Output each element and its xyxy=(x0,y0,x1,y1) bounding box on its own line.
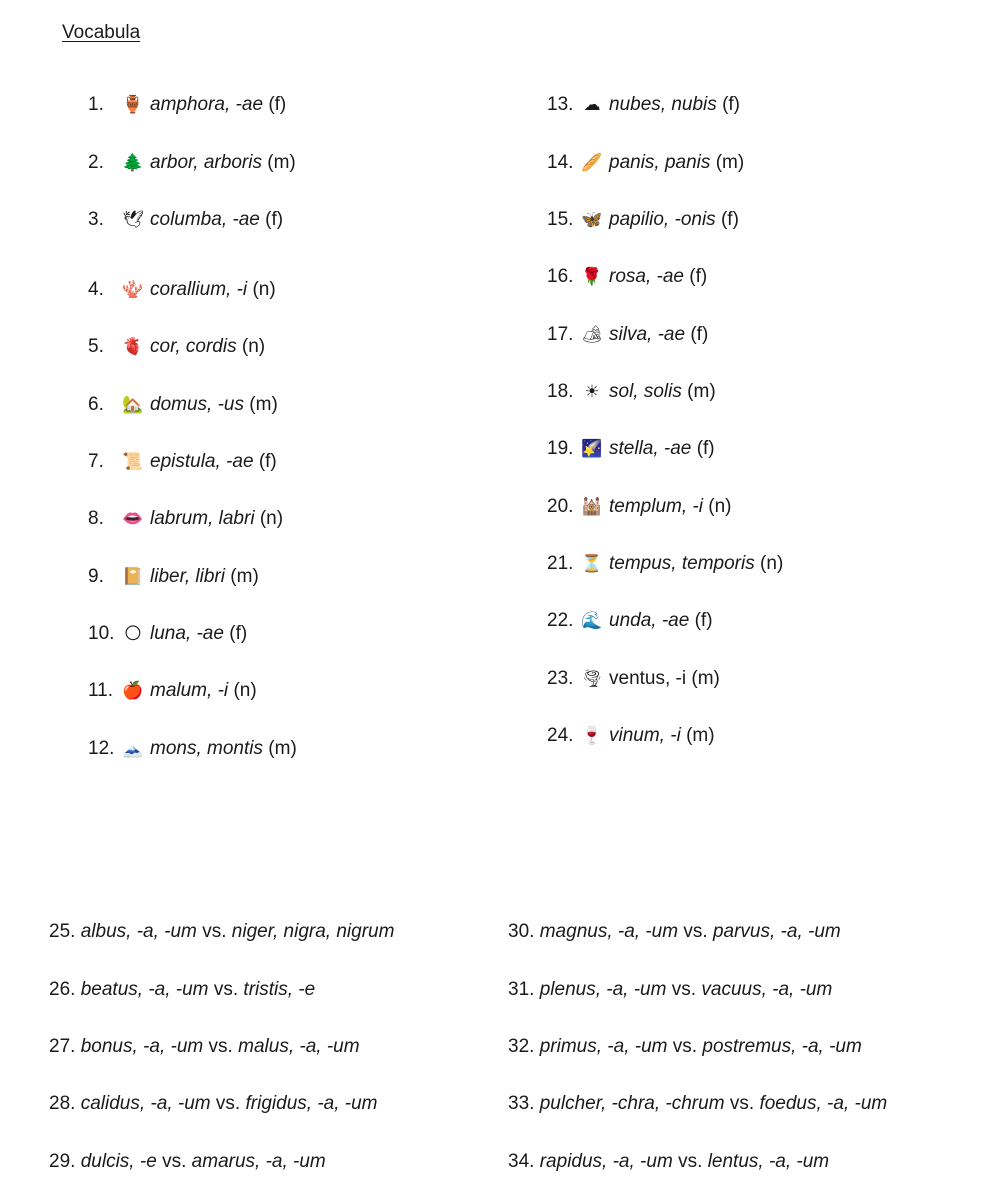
right-adjective-pair xyxy=(508,1150,829,1174)
left-noun-item xyxy=(88,565,259,589)
gender-label: (f) xyxy=(265,209,284,230)
latin-word: cor, cordis xyxy=(150,336,237,357)
gender-label: (m) xyxy=(249,394,278,415)
gender-label: (m) xyxy=(267,152,296,173)
moon-icon: 🌕 xyxy=(124,624,142,644)
tree-icon: 🌲 xyxy=(122,153,144,173)
scroll-icon: 📜 xyxy=(122,452,144,472)
item-number: 1. xyxy=(88,94,104,115)
adjective-first: beatus, -a, -um xyxy=(80,979,209,1000)
gender-label: (m) xyxy=(268,738,297,759)
item-number: 9. xyxy=(88,566,104,587)
book-icon: 📔 xyxy=(122,567,144,587)
right-noun-item xyxy=(547,208,739,232)
rose-icon: 🌹 xyxy=(581,267,603,287)
latin-word: amphora, -ae xyxy=(150,94,264,115)
versus-label: vs. xyxy=(683,921,708,942)
latin-word: vinum, -i xyxy=(609,725,681,746)
versus-label: vs. xyxy=(678,1151,703,1172)
tornado-icon: 🌪 xyxy=(581,669,603,689)
versus-label: vs. xyxy=(671,979,697,1000)
left-noun-item xyxy=(88,393,278,417)
dove-icon: 🕊 xyxy=(122,210,144,230)
latin-word: arbor, arboris xyxy=(150,152,262,173)
right-noun-item xyxy=(547,609,713,633)
versus-label: vs. xyxy=(672,1036,698,1057)
left-noun-item xyxy=(88,278,276,302)
right-noun-item xyxy=(547,380,716,404)
adjective-first: calidus, -a, -um xyxy=(80,1093,211,1114)
item-number: 19. xyxy=(547,438,574,459)
right-noun-item xyxy=(547,724,715,748)
versus-label: vs. xyxy=(213,979,239,1000)
item-number: 29. xyxy=(49,1151,76,1172)
item-number: 23. xyxy=(547,668,574,689)
right-noun-item xyxy=(547,151,744,175)
sun-icon: ☀ xyxy=(584,382,600,402)
item-number: 30. xyxy=(508,921,535,942)
left-noun-item xyxy=(88,335,265,359)
hourglass-icon: ⏳ xyxy=(581,554,603,574)
item-number: 6. xyxy=(88,394,104,415)
adjective-first: dulcis, -e xyxy=(80,1151,157,1172)
left-adjective-pair xyxy=(49,1150,326,1174)
right-noun-item xyxy=(547,265,707,289)
latin-word: liber, libri xyxy=(150,566,225,587)
item-number: 16. xyxy=(547,266,574,287)
left-noun-item xyxy=(88,737,297,761)
right-noun-item xyxy=(547,323,708,347)
item-number: 17. xyxy=(547,324,574,345)
gender-label: (m) xyxy=(691,668,720,689)
item-number: 4. xyxy=(88,279,104,300)
coral-icon: 🪸 xyxy=(122,280,144,300)
butterfly-icon: 🦋 xyxy=(581,210,603,230)
left-noun-item xyxy=(88,208,283,232)
adjective-second: parvus, -a, -um xyxy=(712,921,841,942)
gender-label: (f) xyxy=(268,94,287,115)
wine-glass-icon: 🍷 xyxy=(581,726,603,746)
mountain-icon: 🗻 xyxy=(122,739,144,759)
temple-icon: 🕍 xyxy=(581,497,603,517)
latin-word: malum, -i xyxy=(150,680,229,701)
page-title: Vocabula xyxy=(62,22,141,43)
adjective-second: frigidus, -a, -um xyxy=(245,1093,378,1114)
item-number: 24. xyxy=(547,725,574,746)
versus-label: vs. xyxy=(215,1093,241,1114)
amphora-icon: 🏺 xyxy=(122,95,144,115)
item-number: 7. xyxy=(88,451,104,472)
adjective-second: vacuus, -a, -um xyxy=(701,979,833,1000)
left-adjective-pair xyxy=(49,1092,378,1116)
item-number: 13. xyxy=(547,94,574,115)
gender-label: (m) xyxy=(230,566,259,587)
item-number: 31. xyxy=(508,979,535,1000)
left-noun-item xyxy=(88,507,283,531)
latin-word: silva, -ae xyxy=(609,324,686,345)
right-noun-item xyxy=(547,667,720,691)
left-noun-item xyxy=(88,622,247,646)
versus-label: vs. xyxy=(729,1093,755,1114)
item-number: 27. xyxy=(49,1036,76,1057)
right-noun-item xyxy=(547,552,783,576)
left-adjective-pair xyxy=(49,978,315,1002)
adjective-first: plenus, -a, -um xyxy=(539,979,667,1000)
gender-label: (f) xyxy=(690,324,709,345)
adjective-first: bonus, -a, -um xyxy=(80,1036,204,1057)
wave-icon: 🌊 xyxy=(581,611,603,631)
gender-label: (n) xyxy=(241,336,266,357)
latin-word: panis, panis xyxy=(609,152,711,173)
item-number: 15. xyxy=(547,209,574,230)
item-number: 14. xyxy=(547,152,574,173)
left-adjective-pair xyxy=(49,920,394,944)
gender-label: (f) xyxy=(258,451,277,472)
item-number: 10. xyxy=(88,623,115,644)
shooting-star-icon: 🌠 xyxy=(581,439,603,459)
item-number: 28. xyxy=(49,1093,76,1114)
lips-icon: 👄 xyxy=(122,509,144,529)
latin-word: epistula, -ae xyxy=(150,451,254,472)
item-number: 11. xyxy=(88,680,114,701)
latin-word: labrum, labri xyxy=(150,508,255,529)
latin-word: sol, solis xyxy=(609,381,682,402)
left-adjective-pair xyxy=(49,1035,360,1059)
gender-label: (n) xyxy=(708,496,732,517)
house-icon: 🏡 xyxy=(122,395,144,415)
adjective-second: amarus, -a, -um xyxy=(191,1151,326,1172)
latin-word: luna, -ae xyxy=(150,623,224,644)
bread-icon: 🥖 xyxy=(581,153,603,173)
gender-label: (n) xyxy=(259,508,284,529)
adjective-second: niger, nigra, nigrum xyxy=(231,921,395,942)
versus-label: vs. xyxy=(162,1151,187,1172)
right-noun-item xyxy=(547,495,732,519)
gender-label: (m) xyxy=(686,725,715,746)
adjective-second: postremus, -a, -um xyxy=(702,1036,862,1057)
item-number: 3. xyxy=(88,209,104,230)
latin-word: domus, -us xyxy=(150,394,244,415)
gender-label: (m) xyxy=(687,381,716,402)
gender-label: (n) xyxy=(233,680,257,701)
right-noun-item xyxy=(547,437,715,461)
latin-word: papilio, -onis xyxy=(609,209,716,230)
apple-icon: 🍎 xyxy=(122,681,144,701)
adjective-first: albus, -a, -um xyxy=(80,921,197,942)
gender-label: (f) xyxy=(696,438,715,459)
right-adjective-pair xyxy=(508,978,832,1002)
item-number: 5. xyxy=(88,336,104,357)
versus-label: vs. xyxy=(208,1036,233,1057)
camping-icon: 🏕 xyxy=(581,325,603,345)
item-number: 26. xyxy=(49,979,76,1000)
right-adjective-pair xyxy=(508,920,841,944)
adjective-first: pulcher, -chra, -chrum xyxy=(539,1093,725,1114)
left-noun-item xyxy=(88,93,286,117)
adjective-second: foedus, -a, -um xyxy=(759,1093,888,1114)
gender-label: (n) xyxy=(760,553,784,574)
item-number: 8. xyxy=(88,508,104,529)
item-number: 20. xyxy=(547,496,574,517)
latin-word: rosa, -ae xyxy=(609,266,684,287)
adjective-first: rapidus, -a, -um xyxy=(539,1151,673,1172)
item-number: 33. xyxy=(508,1093,535,1114)
adjective-second: lentus, -a, -um xyxy=(707,1151,830,1172)
right-adjective-pair xyxy=(508,1035,862,1059)
gender-label: (n) xyxy=(252,279,276,300)
gender-label: (f) xyxy=(229,623,248,644)
gender-label: (f) xyxy=(720,209,739,230)
versus-label: vs. xyxy=(202,921,227,942)
latin-word: tempus, temporis xyxy=(609,553,755,574)
item-number: 25. xyxy=(49,921,76,942)
left-noun-item xyxy=(88,450,277,474)
adjective-second: malus, -a, -um xyxy=(238,1036,360,1057)
latin-word: stella, -ae xyxy=(609,438,692,459)
heart-icon: 🫀 xyxy=(122,337,144,357)
adjective-second: tristis, -e xyxy=(243,979,316,1000)
right-noun-item xyxy=(547,93,740,117)
gender-label: (f) xyxy=(722,94,740,115)
cloud-icon: ☁ xyxy=(583,95,601,115)
latin-word: corallium, -i xyxy=(150,279,248,300)
latin-word: unda, -ae xyxy=(609,610,690,631)
latin-word: nubes, nubis xyxy=(609,94,717,115)
item-number: 34. xyxy=(508,1151,535,1172)
item-number: 32. xyxy=(508,1036,535,1057)
latin-word: templum, -i xyxy=(609,496,703,517)
item-number: 18. xyxy=(547,381,574,402)
gender-label: (m) xyxy=(715,152,745,173)
left-noun-item xyxy=(88,151,296,175)
adjective-first: magnus, -a, -um xyxy=(539,921,679,942)
adjective-first: primus, -a, -um xyxy=(539,1036,668,1057)
item-number: 12. xyxy=(88,738,115,759)
gender-label: (f) xyxy=(694,610,713,631)
latin-word: columba, -ae xyxy=(150,209,260,230)
item-number: 2. xyxy=(88,152,104,173)
item-number: 21. xyxy=(547,553,574,574)
right-adjective-pair xyxy=(508,1092,887,1116)
latin-word-plain: ventus, -i xyxy=(609,668,687,689)
latin-word: mons, montis xyxy=(150,738,263,759)
gender-label: (f) xyxy=(689,266,708,287)
left-noun-item xyxy=(88,679,257,703)
item-number: 22. xyxy=(547,610,574,631)
